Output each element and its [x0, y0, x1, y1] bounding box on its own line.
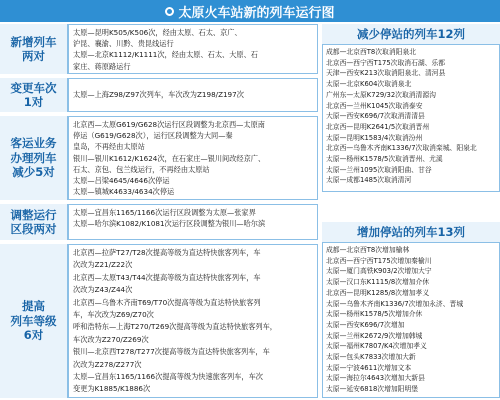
right-column	[322, 24, 500, 400]
text-line: 沪昆、襄渝、川黔、贵昆线运行	[73, 39, 174, 49]
text-line: 太原—北京K604次取消泉北	[326, 80, 412, 89]
section-content	[68, 204, 318, 240]
section-content	[68, 116, 318, 200]
text-line: 太原—福州K7807/K4次增加孝义	[326, 342, 427, 351]
text-line: 大原—西安K696/7次取消清清县	[326, 112, 425, 121]
text-line: 太原—成都1485次取消清河	[326, 176, 412, 185]
text-line: 北京西—乌鲁木齐南T69/T70次提高等级为直达特快旅客列	[73, 297, 261, 307]
text-line: 太原—镇城K4633/4634次停运	[73, 187, 175, 197]
text-line: 广州东—太原K729/32次取消清源沟	[326, 90, 436, 99]
text-line: 成都—北京西T8次取消阳泉北	[326, 48, 417, 56]
text-line: 太原—包头K7833次增加大新	[326, 353, 416, 362]
text-line: 太原—杨州K1578/5次增加介休	[326, 310, 423, 319]
text-line: 太原—上海Z98/Z97次列车，车次改为Z198/Z197次	[73, 90, 244, 100]
text-line: 北京西—兰州K1045次取消泰安	[326, 101, 423, 110]
section-content	[68, 24, 318, 74]
text-line: 北京西—太原T43/T44次提高等级为直达特快旅客列车，车	[73, 272, 261, 282]
text-line: 皇岛，不再经由太原站	[73, 142, 145, 152]
text-line: 太原—宁波4611次增加文本	[326, 363, 412, 372]
section-heading: 增加停站的列车13列	[322, 222, 500, 242]
section-fewer-stops	[322, 24, 500, 192]
page-title-bar	[0, 0, 500, 22]
text-line: 成都—北京西T8次增加榆林	[326, 246, 410, 254]
section-upgraded-trains	[0, 244, 318, 398]
section-content	[322, 44, 500, 192]
left-column	[0, 24, 318, 400]
page-title: 太原火车站新的列车运行图	[178, 5, 335, 21]
text-line: 停运（G619/G628次），运行区段调整为大同—秦	[73, 131, 233, 141]
text-line: 太原—兰州1095次取消阳曲、甘谷	[326, 165, 432, 174]
circle-bullet-icon	[165, 7, 174, 16]
category-label: 客运业务 办理列车 减少5对	[0, 116, 68, 200]
section-content	[68, 244, 318, 398]
text-line: 太原—乌鲁木齐南K1336/7次增加永济、晋城	[326, 299, 464, 308]
text-line: 北京西—西宁西T175次增加秦榆川	[326, 256, 432, 265]
text-line: 车次改为Z270/Z269次	[73, 334, 149, 344]
category-label: 调整运行 区段两对	[0, 204, 68, 240]
category-label: 变更车次 1对	[0, 78, 68, 112]
category-label: 新增列车 两对	[0, 24, 68, 74]
text-line: 北京西—昆明K2641/5次取消晋州	[326, 122, 430, 131]
section-adjusted-routes	[0, 204, 318, 240]
section-content	[322, 242, 500, 398]
section-heading: 减少停站的列车12列	[322, 24, 500, 44]
text-line: 太原—海拉尔4643次增加大新县	[326, 374, 425, 383]
text-line: 银川—银川K1612/K1624次，在石家庄—银川间改经京广、	[73, 153, 266, 163]
category-label: 提高 列车等级 6对	[0, 244, 68, 398]
text-line: 太原—兰州K2672/9次增加韩城	[326, 331, 423, 340]
text-line: 北京西—拉萨T27/T28次提高等级为直达特快旅客列车，车	[73, 248, 261, 257]
text-line: 北京西—乌鲁木齐南K1336/7次取消栾城、阳泉北	[326, 144, 477, 153]
text-line: 变更为K1885/K1886次	[73, 384, 151, 394]
text-line: 太原—汉口东K1115/8次增加介休	[326, 278, 430, 287]
text-line: 北京西—西宁西T175次取消石湖、乐都	[326, 58, 446, 67]
text-line: 次改为Z21/Z22次	[73, 260, 133, 270]
text-line: 银川—北京西T278/T277次提高等级为直达特快旅客列车，车	[73, 347, 270, 357]
text-line: 太原—宜昌东1165/1166次提高等级为快速旅客列车，车次	[73, 372, 263, 382]
text-line: 太原—昆明K1583/4次取消汾州	[326, 133, 423, 142]
text-line: 太原—宜昌东1165/1166次运行区段调整为太原—张家界	[73, 208, 256, 217]
text-line: 次改为Z278/Z277次	[73, 359, 142, 369]
text-line: 太原—延安6818次增加阳明堡	[326, 385, 419, 394]
text-line: 家庄、蒋原路运行	[73, 61, 131, 71]
text-line: 太原—厦门高铁K903/2次增加大宁	[326, 267, 432, 276]
text-line: 北京西—昆明K1285/8次增加孝义	[326, 288, 430, 297]
text-line: 呼和浩特东—上海T270/T269次提高等级为直达特快旅客列车，	[73, 322, 277, 332]
text-line: 太原—哈尔滨K1082/K1081次运行区段调整为银川—哈尔滨	[73, 219, 266, 229]
text-line: 次改为Z43/Z44次	[73, 285, 133, 295]
text-line: 太原—吕梁4645/4646次停运	[73, 176, 170, 186]
section-more-stops	[322, 222, 500, 398]
section-new-trains	[0, 24, 318, 74]
section-reduced-trains	[0, 116, 318, 200]
text-line: 北京西—太原G619/G628次运行区段调整为北京西—太原南	[73, 120, 265, 129]
text-line: 石太、京包、包兰线运行，不再经由太原站	[73, 164, 210, 174]
text-line: 太原—昆明K505/K506次，经由太原、石太、京广、	[73, 28, 242, 37]
text-line: 太原—西安K696/7次增加	[326, 320, 405, 329]
section-renumbered-trains	[0, 78, 318, 112]
text-line: 太原—北京K1112/K1111次，经由太原、石太、大原、石	[73, 50, 258, 60]
section-content	[68, 78, 318, 112]
text-line: 太原—杨州K1578/5次取消晋州、尤溪	[326, 155, 443, 164]
text-line: 天津—西安K213次取消阳泉北、清河县	[326, 69, 446, 78]
text-line: 车，车次改为Z69/Z70次	[73, 310, 154, 320]
